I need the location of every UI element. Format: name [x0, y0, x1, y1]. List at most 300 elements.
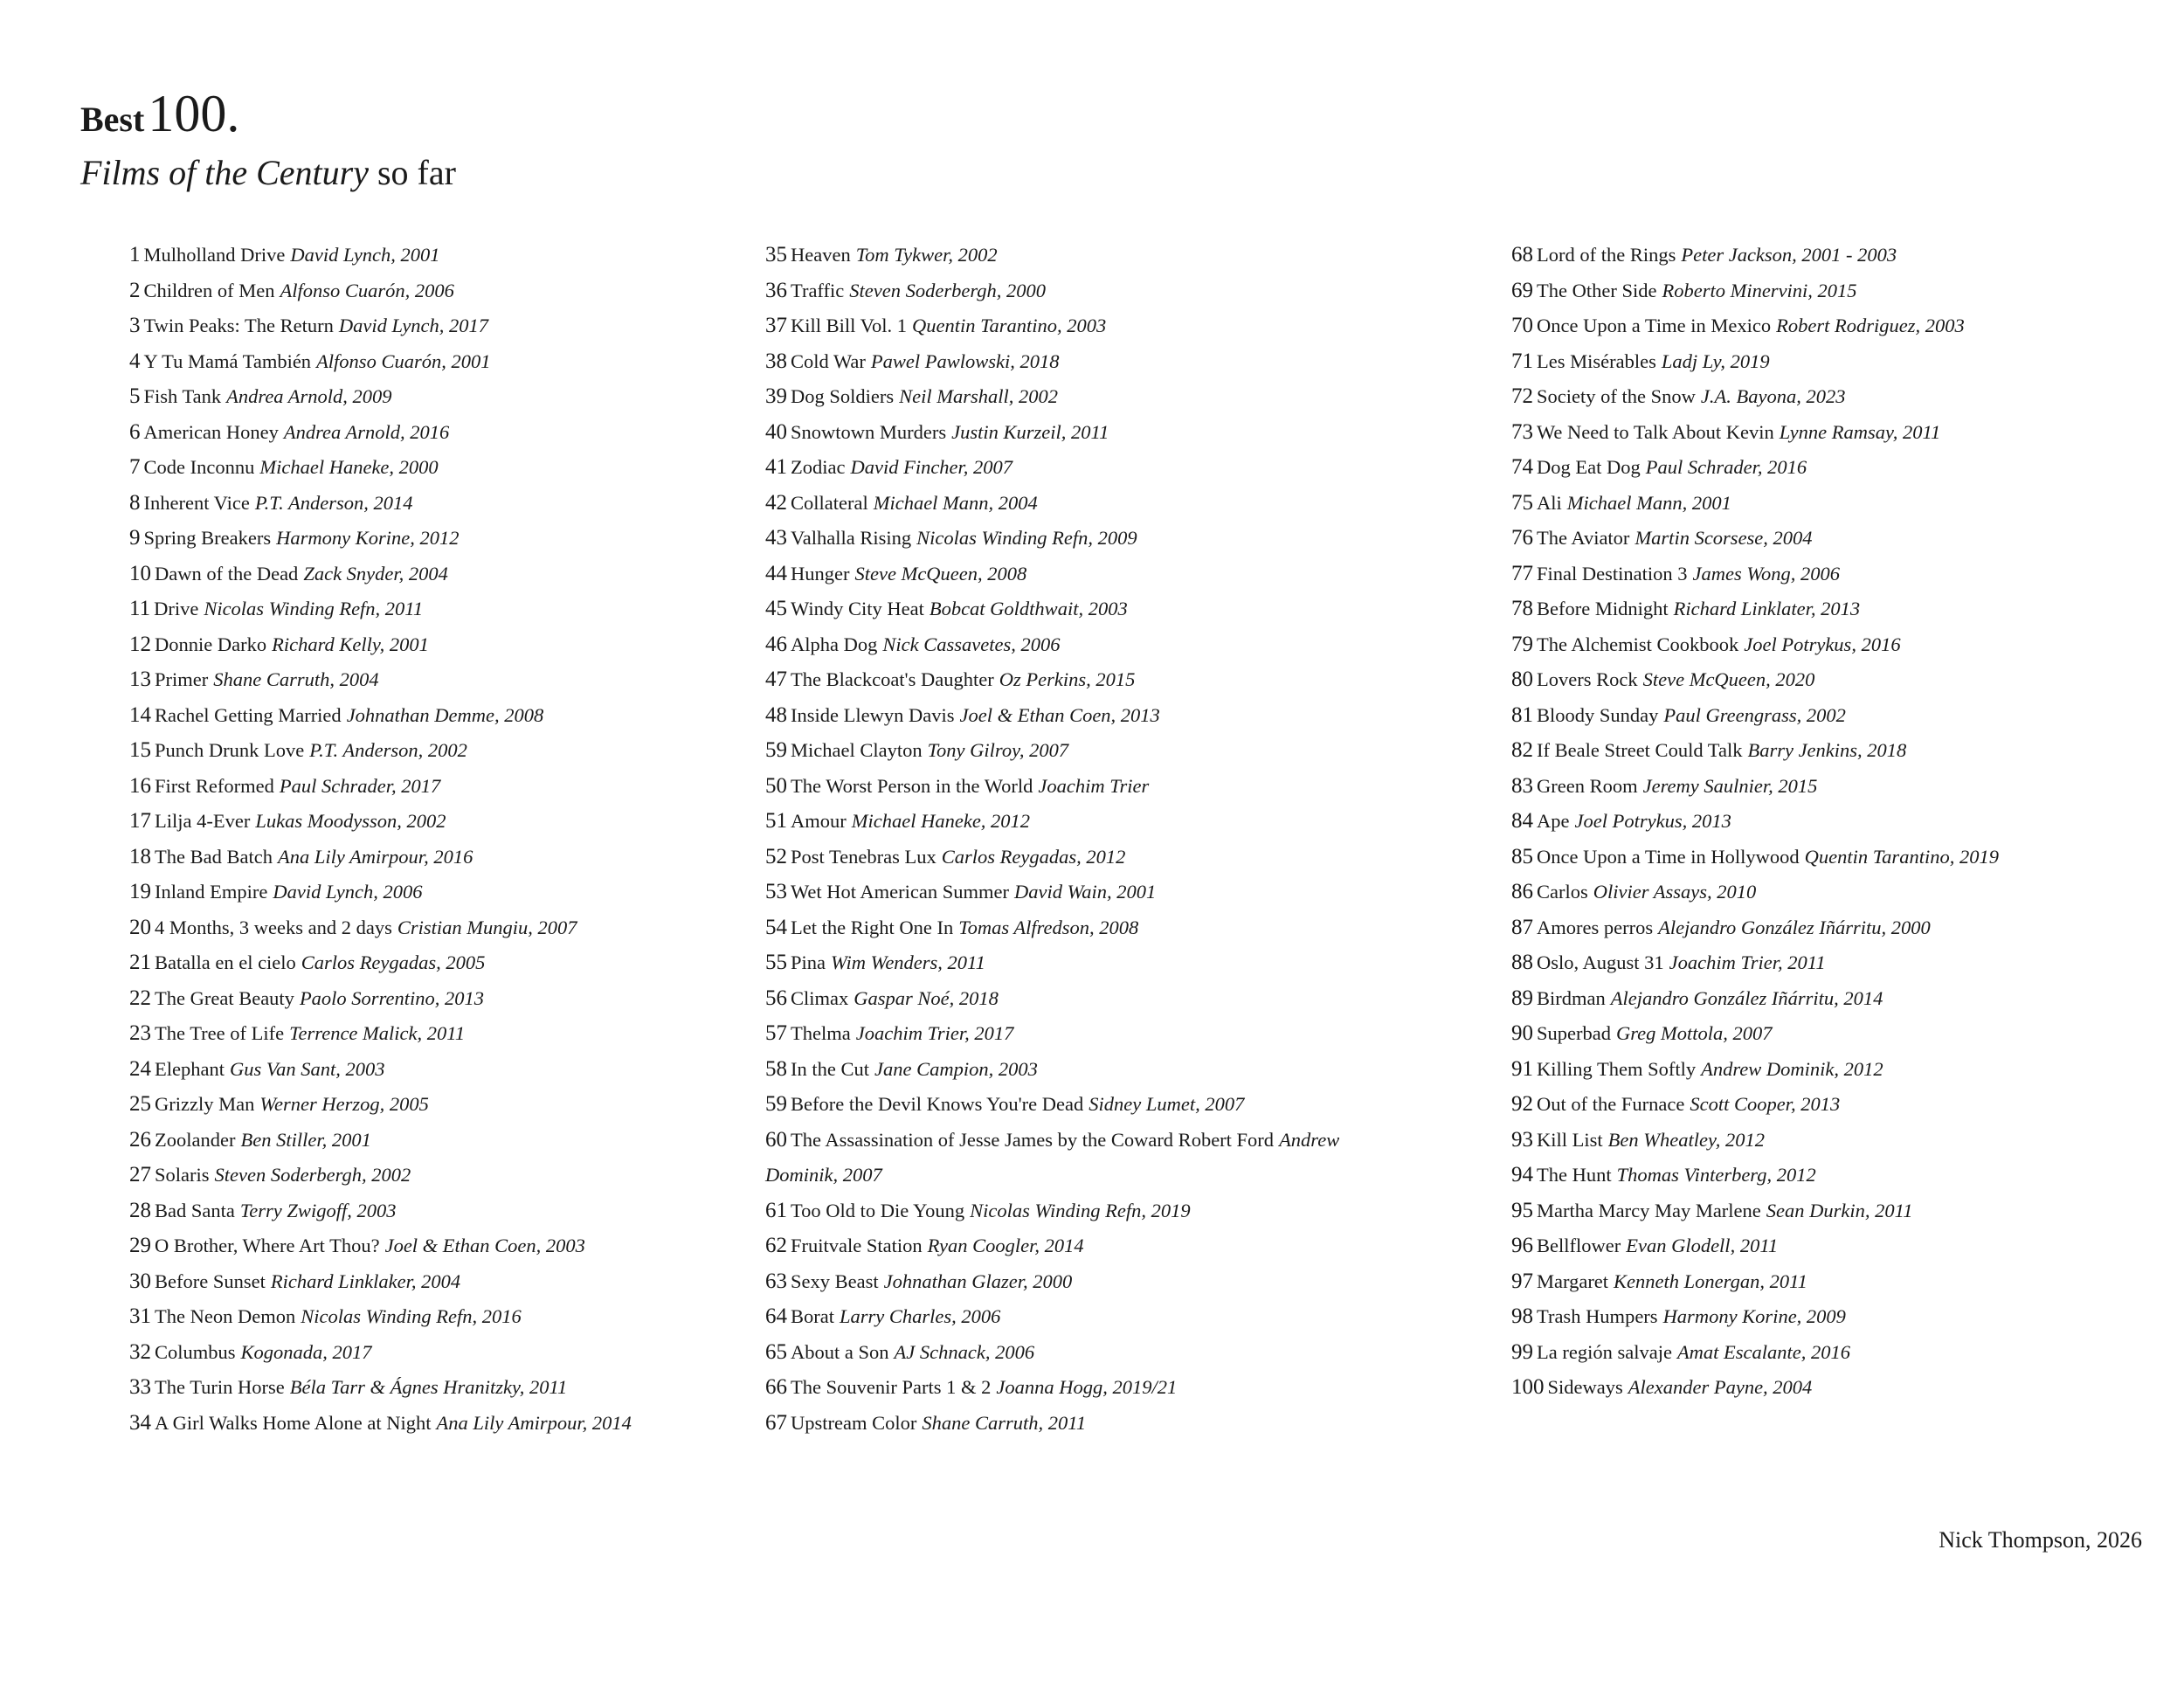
title-best: Best: [80, 100, 145, 139]
list-item: [765, 1335, 1377, 1371]
film-credit: Greg Mottola, 2007: [1615, 1022, 1773, 1044]
list-item: [1511, 1193, 2140, 1229]
film-rank: 18: [129, 844, 151, 868]
author-credit: Nick Thompson, 2026: [1939, 1527, 2142, 1553]
film-credit: Roberto Minervini, 2015: [1662, 279, 1857, 301]
list-item: [1511, 840, 2140, 875]
film-credit: Ana Lily Amirpour, 2016: [277, 845, 473, 868]
list-item: [765, 557, 1377, 592]
film-rank: 11: [129, 597, 151, 620]
film-credit: Sean Durkin, 2011: [1766, 1199, 1913, 1221]
film-title: Drive: [154, 598, 199, 619]
film-title: Hunger: [791, 562, 850, 585]
list-item: [1511, 769, 2140, 805]
film-title: Green Room: [1537, 774, 1638, 797]
list-item: [765, 1264, 1377, 1300]
film-credit: Bobcat Goldthwait, 2003: [929, 598, 1128, 619]
film-rank: 94: [1511, 1163, 1533, 1186]
film-title: Fruitvale Station: [791, 1235, 923, 1256]
film-rank: 100: [1511, 1375, 1545, 1399]
film-rank: 10: [129, 561, 151, 585]
film-title: Thelma: [791, 1022, 851, 1044]
film-rank: 40: [765, 419, 787, 444]
film-title: A Girl Walks Home Alone at Night: [155, 1411, 432, 1434]
list-item: [129, 591, 741, 627]
film-rank: 85: [1511, 844, 1533, 868]
film-title: Spring Breakers: [143, 527, 272, 549]
film-title: American Honey: [143, 420, 279, 443]
list-item: [1511, 1016, 2140, 1052]
list-item: [1511, 308, 2140, 344]
film-credit: Werner Herzog, 2005: [259, 1093, 429, 1115]
film-title: Heaven: [791, 244, 851, 266]
film-title: Valhalla Rising: [791, 527, 912, 549]
film-credit: Larry Charles, 2006: [840, 1305, 1001, 1327]
film-credit: Quentin Tarantino, 2003: [911, 315, 1107, 336]
film-title: The Assassination of Jesse James by the Coward Robert Ford: [791, 1128, 1275, 1151]
film-credit: Tony Gilroy, 2007: [927, 739, 1069, 761]
film-credit: Olivier Assays, 2010: [1593, 881, 1757, 903]
film-credit: Andrea Arnold, 2016: [283, 420, 450, 443]
film-title: Inherent Vice: [143, 491, 250, 514]
film-rank: 57: [765, 1021, 787, 1045]
film-credit: Joachim Trier, 2017: [855, 1022, 1014, 1044]
film-credit: Harmony Korine, 2012: [276, 527, 460, 549]
film-credit: Oz Perkins, 2015: [999, 668, 1136, 690]
film-title: Borat: [791, 1305, 834, 1327]
film-rank: 46: [765, 632, 787, 656]
list-item: [1511, 557, 2140, 592]
film-rank: 87: [1511, 915, 1533, 939]
film-credit: Barry Jenkins, 2018: [1747, 739, 1907, 761]
film-title: Carlos: [1537, 881, 1588, 903]
film-rank: 69: [1511, 278, 1533, 302]
film-credit: Justin Kurzeil, 2011: [951, 420, 1109, 443]
list-item: [1511, 238, 2140, 273]
page-header: [80, 87, 456, 190]
film-credit: Johnathan Demme, 2008: [346, 703, 544, 726]
film-title: Before Sunset: [155, 1269, 266, 1292]
list-item: [129, 344, 741, 380]
film-credit: Martin Scorsese, 2004: [1635, 527, 1813, 549]
list-item: [129, 1406, 741, 1442]
film-credit: Joachim Trier, 2011: [1669, 951, 1826, 973]
film-title: Birdman: [1537, 986, 1606, 1009]
subtitle-rest: so far: [377, 153, 456, 192]
film-title: The Hunt: [1537, 1164, 1612, 1186]
film-title: Les Misérables: [1537, 349, 1656, 372]
film-title: Dawn of the Dead: [155, 562, 299, 585]
film-title: Kill Bill Vol. 1: [791, 315, 907, 336]
film-title: If Beale Street Could Talk: [1537, 739, 1743, 761]
film-credit: Harmony Korine, 2009: [1662, 1305, 1846, 1327]
list-item: [1511, 1335, 2140, 1371]
film-rank: 20: [129, 915, 151, 939]
list-item: [765, 379, 1377, 415]
list-item: [1511, 1052, 2140, 1088]
film-credit: Kenneth Lonergan, 2011: [1614, 1269, 1807, 1292]
film-rank: 99: [1511, 1339, 1533, 1364]
film-title: Ali: [1537, 491, 1562, 514]
list-item: [129, 557, 741, 592]
film-list-column-2: [765, 238, 1377, 1441]
film-title: Martha Marcy May Marlene: [1537, 1199, 1761, 1221]
list-item: [1511, 662, 2140, 698]
film-credit: Evan Glodell, 2011: [1626, 1235, 1779, 1256]
film-credit: Terrence Malick, 2011: [289, 1022, 466, 1044]
list-item: [1511, 450, 2140, 486]
film-credit: J.A. Bayona, 2023: [1700, 385, 1846, 407]
page-subtitle: [80, 153, 456, 192]
film-rank: 80: [1511, 668, 1533, 691]
list-item: [765, 486, 1377, 522]
film-rank: 56: [765, 986, 787, 1010]
film-title: Traffic: [791, 279, 845, 301]
film-title: Punch Drunk Love: [155, 739, 305, 761]
film-title: Solaris: [155, 1164, 210, 1186]
list-item: [1511, 273, 2140, 309]
film-credit: Amat Escalante, 2016: [1676, 1340, 1851, 1363]
film-title: Snowtown Murders: [791, 420, 947, 443]
film-title: Out of the Furnace: [1537, 1093, 1685, 1115]
film-rank: 91: [1511, 1056, 1533, 1081]
list-item: [129, 733, 741, 769]
film-title: Batalla en el cielo: [155, 951, 296, 973]
film-credit: Jane Campion, 2003: [874, 1057, 1038, 1080]
film-rank: 92: [1511, 1092, 1533, 1116]
list-item: [1511, 1087, 2140, 1123]
film-credit: Johnathan Glazer, 2000: [883, 1269, 1073, 1292]
list-item: [1511, 1123, 2140, 1159]
film-title: Upstream Color: [791, 1411, 917, 1434]
film-title: Bloody Sunday: [1537, 703, 1659, 726]
list-item: [1511, 486, 2140, 522]
film-rank: 76: [1511, 526, 1533, 550]
film-rank: 66: [765, 1375, 787, 1399]
film-title: The Other Side: [1537, 279, 1657, 301]
film-credit: Michael Haneke, 2000: [259, 456, 439, 478]
film-credit: Paolo Sorrentino, 2013: [299, 986, 484, 1009]
film-credit: Ladj Ly, 2019: [1661, 349, 1770, 372]
film-credit: Gus Van Sant, 2003: [229, 1057, 385, 1080]
film-credit: P.T. Anderson, 2014: [254, 491, 413, 514]
film-rank: 51: [765, 809, 787, 833]
film-rank: 28: [129, 1198, 151, 1222]
list-item: [765, 1228, 1377, 1264]
film-rank: 27: [129, 1163, 151, 1186]
film-title: O Brother, Where Art Thou?: [155, 1235, 380, 1256]
film-rank: 86: [1511, 880, 1533, 903]
film-credit: Paul Schrader, 2016: [1645, 456, 1807, 478]
film-rank: 13: [129, 668, 151, 691]
film-credit: Jeremy Saulnier, 2015: [1642, 774, 1818, 797]
list-item: [1511, 910, 2140, 946]
list-item: [765, 662, 1377, 698]
film-rank: 19: [129, 880, 151, 903]
list-item: [129, 1299, 741, 1335]
list-item: [129, 698, 741, 734]
film-rank: 64: [765, 1304, 787, 1328]
list-item: [1511, 945, 2140, 981]
film-title: In the Cut: [791, 1057, 869, 1080]
film-title: Zodiac: [791, 456, 846, 478]
film-rank: 34: [129, 1410, 151, 1435]
film-credit: Alexander Payne, 2004: [1628, 1376, 1813, 1398]
film-title: Dog Eat Dog: [1537, 456, 1641, 478]
film-credit: Nick Cassavetes, 2006: [882, 633, 1061, 655]
film-credit: Joachim Trier: [1038, 774, 1150, 797]
film-title: Trash Humpers: [1537, 1305, 1658, 1327]
film-rank: 52: [765, 844, 787, 868]
list-item: [1511, 981, 2140, 1017]
film-credit: David Wain, 2001: [1014, 881, 1157, 903]
film-rank: 53: [765, 880, 787, 903]
film-rank: 97: [1511, 1269, 1533, 1293]
film-credit: Joel & Ethan Coen, 2013: [959, 703, 1160, 726]
film-rank: 31: [129, 1304, 151, 1328]
film-title: The Bad Batch: [155, 845, 273, 868]
film-rank: 42: [765, 490, 787, 515]
film-rank: 12: [129, 632, 151, 656]
film-credit: Shane Carruth, 2011: [922, 1411, 1087, 1434]
film-rank: 81: [1511, 702, 1533, 727]
list-item: [129, 981, 741, 1017]
film-credit: Joanna Hogg, 2019/21: [996, 1376, 1178, 1398]
list-item: [129, 1087, 741, 1123]
film-credit: Thomas Vinterberg, 2012: [1616, 1164, 1816, 1186]
list-item: [765, 910, 1377, 946]
film-rank: 48: [765, 702, 787, 727]
film-credit: Quentin Tarantino, 2019: [1804, 845, 1999, 868]
film-title: Post Tenebras Lux: [791, 845, 936, 868]
film-rank: 73: [1511, 419, 1533, 444]
film-title: Too Old to Die Young: [791, 1199, 965, 1221]
film-title: Columbus: [155, 1340, 236, 1363]
film-title: The Great Beauty: [155, 986, 294, 1009]
film-rank: 15: [129, 738, 151, 762]
list-item: [129, 804, 741, 840]
film-title: The Worst Person in the World: [791, 774, 1033, 797]
film-credit: David Lynch, 2001: [290, 244, 440, 266]
film-credit: Shane Carruth, 2004: [213, 668, 379, 690]
film-title: Mulholland Drive: [143, 244, 286, 266]
list-item: [765, 1016, 1377, 1052]
film-title: Elephant: [155, 1057, 225, 1080]
film-credit: Zack Snyder, 2004: [303, 562, 448, 585]
list-item: [765, 1087, 1377, 1123]
list-item: [765, 1193, 1377, 1229]
list-item: [1511, 1228, 2140, 1264]
film-credit: Steve McQueen, 2020: [1642, 668, 1815, 690]
film-rank: 68: [1511, 243, 1533, 266]
film-rank: 96: [1511, 1234, 1533, 1257]
film-rank: 75: [1511, 490, 1533, 515]
film-title: Wet Hot American Summer: [791, 881, 1010, 903]
list-item: [765, 1370, 1377, 1406]
list-item: [129, 273, 741, 309]
film-credit: Pawel Pawlowski, 2018: [870, 349, 1060, 372]
list-item: [129, 875, 741, 910]
film-title: Superbad: [1537, 1022, 1611, 1044]
film-credit: Andrea Arnold, 2009: [226, 385, 392, 407]
film-title: Once Upon a Time in Hollywood: [1537, 845, 1800, 868]
film-title: Lilja 4-Ever: [155, 810, 251, 832]
film-credit: James Wong, 2006: [1692, 562, 1841, 585]
film-title: La región salvaje: [1537, 1340, 1672, 1363]
film-rank: 8: [129, 490, 141, 515]
list-item: [765, 840, 1377, 875]
list-item: [129, 840, 741, 875]
film-rank: 41: [765, 455, 787, 479]
film-rank: 24: [129, 1056, 151, 1081]
list-item: [129, 238, 741, 273]
list-item: [1511, 804, 2140, 840]
film-credit: Steve McQueen, 2008: [854, 562, 1027, 585]
film-credit: Gaspar Noé, 2018: [854, 986, 999, 1009]
film-rank: 5: [129, 384, 141, 408]
film-rank: 4: [129, 349, 141, 373]
film-rank: 71: [1511, 349, 1533, 373]
list-item: [129, 379, 741, 415]
list-item: [1511, 521, 2140, 557]
list-item: [129, 521, 741, 557]
film-title: Children of Men: [143, 279, 275, 301]
list-item: [1511, 875, 2140, 910]
film-rank: 61: [765, 1198, 787, 1222]
film-rank: 35: [765, 243, 787, 266]
list-item: [765, 698, 1377, 734]
list-item: [765, 769, 1377, 805]
film-rank: 74: [1511, 455, 1533, 479]
film-title: Fish Tank: [143, 385, 222, 407]
list-item: [129, 1335, 741, 1371]
film-credit: Ana Lily Amirpour, 2014: [436, 1411, 632, 1434]
film-rank: 62: [765, 1234, 787, 1257]
film-title: The Blackcoat's Daughter: [791, 668, 994, 690]
film-title: Alpha Dog: [791, 633, 878, 655]
film-title: The Turin Horse: [155, 1376, 285, 1398]
film-list-column-3: [1511, 238, 2140, 1406]
film-credit: P.T. Anderson, 2002: [309, 739, 467, 761]
film-rank: 45: [765, 597, 787, 620]
film-credit: Tom Tykwer, 2002: [855, 244, 998, 266]
film-rank: 95: [1511, 1198, 1533, 1222]
list-item: [765, 875, 1377, 910]
film-rank: 25: [129, 1092, 151, 1116]
list-item: [765, 945, 1377, 981]
film-rank: 98: [1511, 1304, 1533, 1328]
film-rank: 79: [1511, 632, 1533, 656]
film-credit: Alejandro González Iñárritu, 2000: [1658, 916, 1931, 938]
film-credit: Lynne Ramsay, 2011: [1779, 420, 1941, 443]
film-credit: Terry Zwigoff, 2003: [239, 1199, 397, 1221]
film-credit: David Lynch, 2006: [273, 881, 423, 903]
film-rank: 50: [765, 773, 787, 798]
film-credit: Steven Soderbergh, 2002: [214, 1164, 411, 1186]
list-item: [765, 344, 1377, 380]
film-credit: Richard Linklaker, 2004: [270, 1269, 461, 1292]
film-credit: Nicolas Winding Refn, 2019: [970, 1199, 1191, 1221]
film-rank: 89: [1511, 986, 1533, 1010]
list-item: [129, 910, 741, 946]
film-rank: 7: [129, 455, 141, 479]
film-rank: 72: [1511, 384, 1533, 408]
film-title: Sideways: [1547, 1376, 1623, 1398]
film-rank: 60: [765, 1127, 787, 1152]
film-rank: 30: [129, 1269, 151, 1293]
film-rank: 54: [765, 915, 787, 939]
film-rank: 70: [1511, 314, 1533, 337]
film-rank: 55: [765, 951, 787, 974]
film-credit: David Lynch, 2017: [338, 315, 489, 336]
list-item: [129, 1264, 741, 1300]
film-credit: Carlos Reygadas, 2012: [941, 845, 1126, 868]
list-item: [1511, 698, 2140, 734]
film-rank: 21: [129, 951, 151, 974]
subtitle-italic: Films of the Century: [80, 153, 369, 192]
film-credit: Paul Greengrass, 2002: [1663, 703, 1846, 726]
list-item: [1511, 344, 2140, 380]
film-credit: Kogonada, 2017: [240, 1340, 372, 1363]
film-rank: 83: [1511, 773, 1533, 798]
film-title: About a Son: [791, 1340, 889, 1363]
film-rank: 78: [1511, 597, 1533, 620]
film-rank: 58: [765, 1056, 787, 1081]
film-rank: 23: [129, 1021, 151, 1045]
list-item: [765, 981, 1377, 1017]
film-rank: 39: [765, 384, 787, 408]
film-title: Cold War: [791, 349, 866, 372]
film-title: Once Upon a Time in Mexico: [1537, 315, 1772, 336]
film-rank: 90: [1511, 1021, 1533, 1045]
film-title: Y Tu Mamá También: [143, 349, 312, 372]
film-credit: Andrew Dominik, 2007: [765, 1128, 1340, 1186]
film-credit: David Fincher, 2007: [850, 456, 1013, 478]
list-item: [129, 1123, 741, 1159]
film-title: Michael Clayton: [791, 739, 923, 761]
film-credit: Robert Rodriguez, 2003: [1776, 315, 1965, 336]
film-title: Climax: [791, 986, 849, 1009]
film-credit: Nicolas Winding Refn, 2011: [204, 598, 424, 619]
list-item: [1511, 1299, 2140, 1335]
film-credit: Sidney Lumet, 2007: [1089, 1093, 1245, 1115]
film-rank: 1: [129, 243, 141, 266]
film-title: Society of the Snow: [1537, 385, 1696, 407]
list-item: [765, 591, 1377, 627]
list-item: [1511, 379, 2140, 415]
film-credit: Wim Wenders, 2011: [831, 951, 985, 973]
film-title: Donnie Darko: [155, 633, 267, 655]
film-title: Final Destination 3: [1537, 562, 1688, 585]
film-title: Oslo, August 31: [1537, 951, 1664, 973]
list-item: [765, 521, 1377, 557]
title-number: 100.: [148, 85, 240, 142]
film-credit: Nicolas Winding Refn, 2016: [301, 1305, 522, 1327]
list-item: [1511, 627, 2140, 663]
film-credit: Michael Mann, 2004: [873, 491, 1038, 514]
list-item: [129, 1052, 741, 1088]
film-title: Before Midnight: [1537, 598, 1669, 619]
film-credit: Michael Haneke, 2012: [851, 810, 1031, 832]
list-item: [765, 1052, 1377, 1088]
film-title: Dog Soldiers: [791, 385, 895, 407]
film-rank: 29: [129, 1234, 151, 1257]
film-rank: 16: [129, 773, 151, 798]
list-item: [129, 1193, 741, 1229]
film-rank: 9: [129, 526, 141, 550]
film-credit: Paul Schrader, 2017: [279, 774, 441, 797]
film-title: Kill List: [1537, 1128, 1603, 1151]
